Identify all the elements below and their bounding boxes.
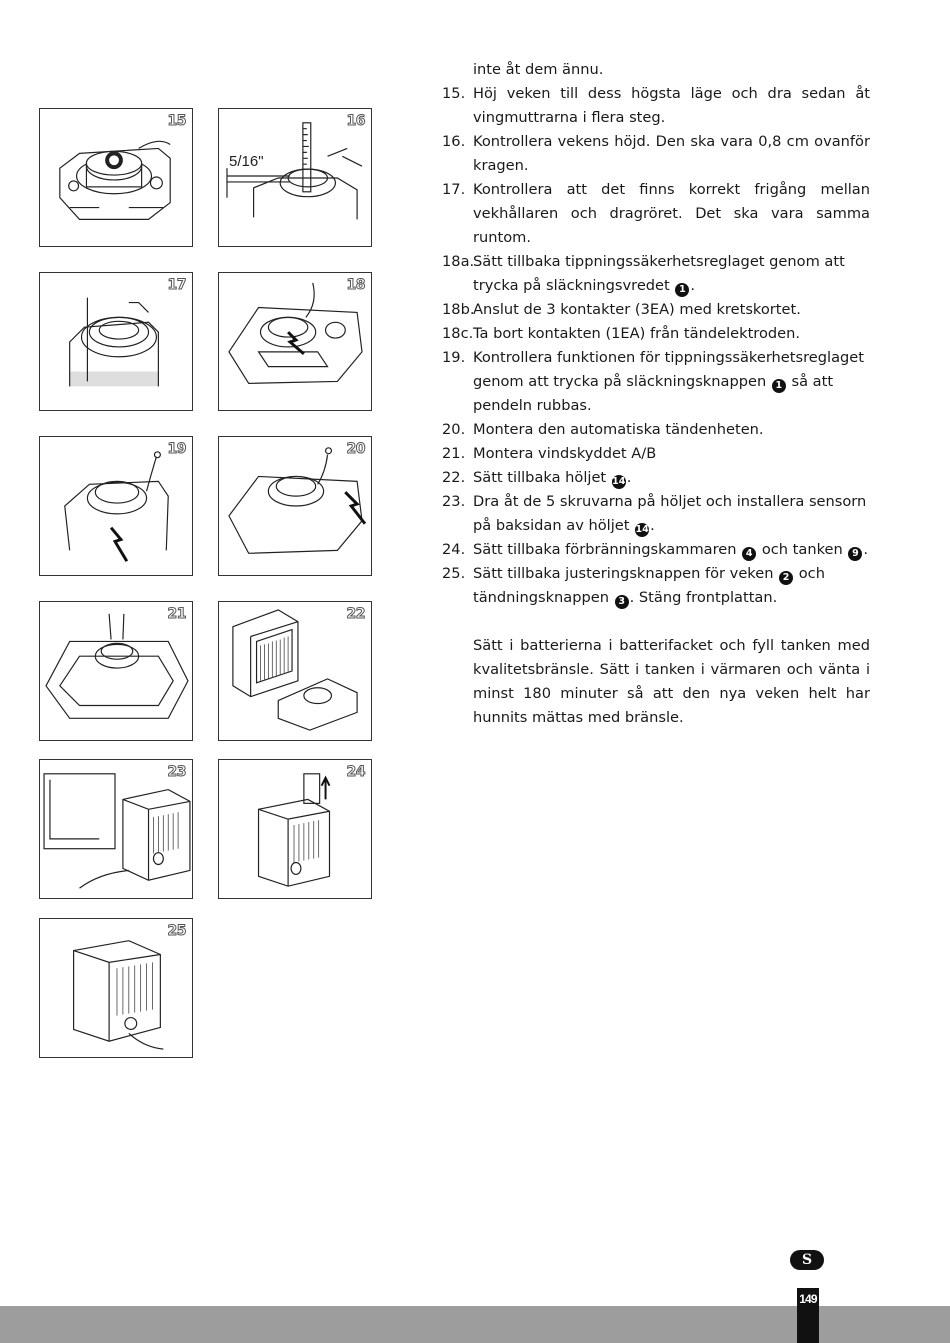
figure-19 — [39, 436, 193, 576]
step-text-part: och tändningsknappen — [473, 565, 825, 606]
measurement-label: 5/16" — [229, 153, 264, 170]
step-24 — [442, 538, 870, 562]
part-number-badge: 4 — [742, 547, 756, 561]
part-number-badge: 14 — [635, 524, 649, 535]
step-18b — [442, 298, 870, 322]
figure-22 — [218, 601, 372, 741]
step-18a — [442, 250, 870, 298]
step-23 — [442, 490, 870, 538]
step-text — [473, 538, 870, 562]
step-text: Montera vindskyddet A/B — [473, 445, 657, 462]
step-22 — [442, 466, 870, 490]
language-badge: S — [790, 1250, 824, 1270]
wick-height-measure-illustration — [219, 109, 371, 246]
step-number: 25. — [442, 565, 466, 582]
wick-clearance-illustration — [40, 273, 192, 410]
figure-20 — [218, 436, 372, 576]
step-19 — [442, 346, 870, 418]
part-number-badge: 2 — [779, 571, 793, 585]
step-number: 15. — [442, 85, 466, 102]
step-text-part: . — [626, 469, 632, 486]
windshield-illustration — [40, 602, 192, 740]
figure-24 — [218, 759, 372, 899]
figure-15 — [39, 108, 193, 247]
connector-illustration — [219, 273, 371, 410]
step-text-part: Kontrollera funktionen för tippningssäkerhetsreglaget genom att trycka på släckningsknappen — [473, 349, 864, 390]
part-number-badge: 1 — [675, 283, 689, 297]
step-number: 21. — [442, 445, 466, 462]
step-text-part: . — [863, 541, 869, 558]
instruction-text — [442, 58, 870, 730]
step-17 — [442, 178, 870, 250]
step-number: 17. — [442, 181, 466, 198]
step-18c — [442, 322, 870, 346]
figure-number: 15 — [167, 113, 186, 129]
figure-17 — [39, 272, 193, 411]
figure-number: 16 — [346, 113, 365, 129]
step-text: Höj veken till dess högsta läge och dra sedan åt vingmuttrarna i flera steg. — [473, 85, 870, 126]
cover-illustration — [219, 602, 371, 740]
figure-number: 23 — [167, 764, 186, 780]
step-text-part: Sätt tillbaka justeringsknappen för veken — [473, 565, 774, 582]
step-number: 23. — [442, 493, 466, 510]
step-16 — [442, 130, 870, 178]
part-number-badge: 3 — [615, 595, 629, 609]
step-text: Kontrollera vekens höjd. Den ska vara 0,8 cm ovanför kragen. — [473, 133, 870, 174]
step-21 — [442, 442, 870, 466]
step-text-part: så att pendeln rubbas. — [473, 373, 834, 414]
part-number-badge: 14 — [612, 476, 626, 487]
step-text-part: och tanken — [761, 541, 843, 558]
figure-number: 22 — [346, 606, 365, 622]
step-text: Montera den automatiska tändenheten. — [473, 421, 764, 438]
step-text: Ta bort kontakten (1EA) från tändelektroden. — [473, 325, 801, 342]
step-text-part: Sätt tillbaka tippningssäkerhetsreglaget genom att trycka på släckningsvredet — [473, 253, 845, 294]
tip-over-test-illustration — [40, 437, 192, 575]
figure-number: 18 — [346, 277, 365, 293]
step-number: 20. — [442, 421, 466, 438]
step-number: 18c. — [442, 325, 474, 342]
step-number: 18a. — [442, 253, 475, 270]
part-number-badge: 1 — [772, 379, 786, 393]
page-number: 149 — [799, 1292, 817, 1306]
figure-25 — [39, 918, 193, 1058]
tank-install-illustration — [219, 760, 371, 898]
step-text-part: Dra åt de 5 skruvarna på höljet och installera sensorn på baksidan av höljet — [473, 493, 867, 534]
step-25 — [442, 562, 870, 610]
step-text: Kontrollera att det finns korrekt frigång mellan vekhållaren och dragröret. Det ska vara samma runtom. — [473, 181, 870, 246]
step-text — [473, 562, 870, 610]
part-number-badge: 9 — [848, 547, 862, 561]
sensor-screws-illustration — [40, 760, 192, 898]
figure-23 — [39, 759, 193, 899]
step-text-part: . — [690, 277, 696, 294]
step-number: 24. — [442, 541, 466, 558]
closing-paragraph: Sätt i batterierna i batterifacket och fyll tanken med kvalitetsbränsle. Sätt i tanken i värmaren och vänta i minst 180 minuter så att den nya veken helt har hunnits mättas med bränsle. — [473, 637, 870, 726]
figure-21 — [39, 601, 193, 741]
step-text — [473, 466, 870, 490]
step-number: 18b. — [442, 301, 475, 318]
step-text-part: Sätt tillbaka förbränningskammaren — [473, 541, 737, 558]
figure-18 — [218, 272, 372, 411]
step-number: 16. — [442, 133, 466, 150]
step-text-part: . Stäng frontplattan. — [629, 589, 778, 606]
intro-line: inte åt dem ännu. — [473, 61, 604, 78]
step-text — [473, 250, 870, 298]
step-number: 22. — [442, 469, 466, 486]
step-text — [473, 346, 870, 418]
step-text-part: Sätt tillbaka höljet — [473, 469, 607, 486]
figure-number: 17 — [167, 277, 186, 293]
step-15 — [442, 82, 870, 130]
step-text: Anslut de 3 kontakter (3EA) med kretskortet. — [473, 301, 801, 318]
step-text — [473, 490, 870, 538]
figure-number: 20 — [346, 441, 365, 457]
figure-number: 25 — [167, 923, 186, 939]
figure-number: 24 — [346, 764, 365, 780]
step-text-part: . — [650, 517, 655, 534]
figure-16 — [218, 108, 372, 247]
wick-adjust-illustration — [40, 109, 192, 246]
step-number: 19. — [442, 349, 466, 366]
knob-install-illustration — [40, 919, 192, 1057]
figure-number: 21 — [167, 606, 186, 622]
auto-ignition-illustration — [219, 437, 371, 575]
step-20 — [442, 418, 870, 442]
figure-number: 19 — [167, 441, 186, 457]
